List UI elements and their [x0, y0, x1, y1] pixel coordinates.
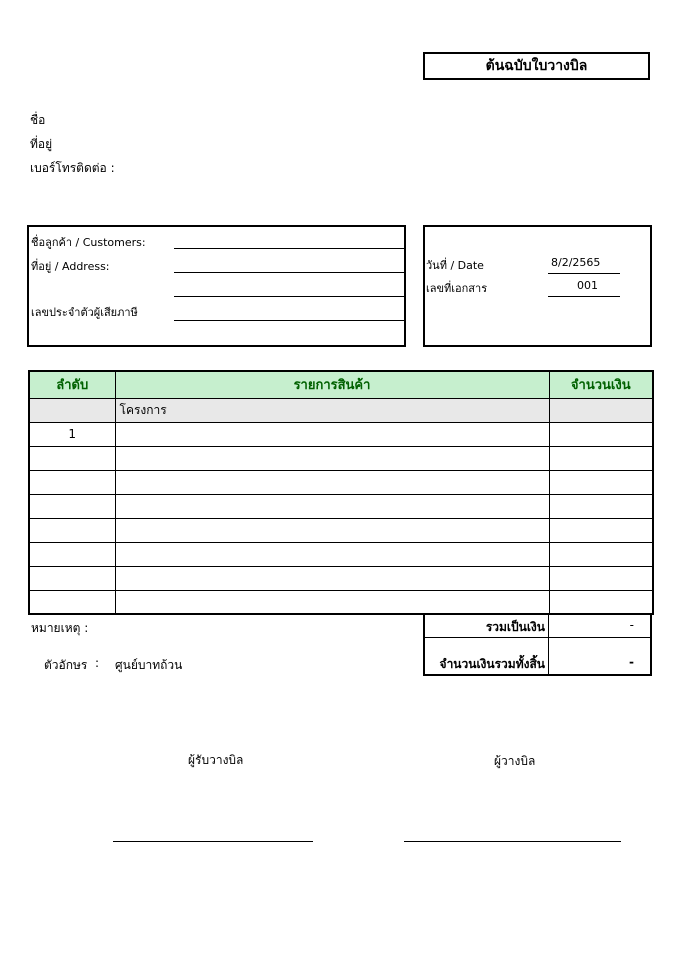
seller-address-label: ที่อยู่: [30, 137, 53, 151]
summary-divider-horizontal: [423, 637, 652, 638]
row-amount-cell: [549, 470, 653, 494]
row-item-cell: [115, 494, 549, 518]
row-no-cell: 1: [29, 422, 115, 446]
table-row: [29, 590, 653, 614]
customer-address-line-2: [174, 296, 405, 297]
seller-name-label: ชื่อ: [30, 113, 46, 127]
items-header-row: [29, 371, 653, 398]
row-amount-cell: [549, 422, 653, 446]
row-item-cell: [115, 470, 549, 494]
note-label: หมายเหตุ :: [31, 621, 89, 635]
row-item-cell: [115, 542, 549, 566]
table-row: [29, 422, 653, 446]
table-row: [29, 494, 653, 518]
row-no-cell: [29, 446, 115, 470]
amount-in-words-value: ศูนย์บาทถ้วน: [115, 658, 183, 672]
summary-divider-vertical: [548, 613, 549, 675]
customer-name-line: [174, 248, 405, 249]
customer-taxid-label: เลขประจำตัวผู้เสียภาษี: [31, 306, 138, 319]
row-item-cell: [115, 518, 549, 542]
docno-label: เลขที่เอกสาร: [426, 282, 488, 295]
column-header-item: รายการสินค้า: [115, 371, 549, 398]
amount-in-words-label: ตัวอักษร: [44, 658, 88, 672]
receiver-signature-line: [113, 841, 313, 842]
table-row: [29, 398, 653, 422]
document-title: ต้นฉบับใบวางบิล: [423, 52, 650, 80]
row-amount-cell: [549, 446, 653, 470]
customer-name-label: ชื่อลูกค้า / Customers:: [31, 236, 146, 249]
row-item-cell: [115, 446, 549, 470]
items-table: [28, 370, 654, 615]
subtotal-value: -: [629, 618, 634, 632]
row-no-cell: [29, 518, 115, 542]
biller-signature-line: [404, 841, 621, 842]
row-item-cell: โครงการ: [115, 398, 549, 422]
table-row: [29, 566, 653, 590]
row-amount-cell: [549, 590, 653, 614]
row-no-cell: [29, 566, 115, 590]
subtotal-label: รวมเป็นเงิน: [485, 620, 545, 634]
row-item-cell: [115, 422, 549, 446]
row-no-cell: [29, 494, 115, 518]
row-amount-cell: [549, 542, 653, 566]
table-row: [29, 542, 653, 566]
column-header-amount: จำนวนเงิน: [549, 371, 653, 398]
row-no-cell: [29, 470, 115, 494]
date-label: วันที่ / Date: [426, 259, 484, 272]
table-row: [29, 446, 653, 470]
row-amount-cell: [549, 566, 653, 590]
row-no-cell: [29, 542, 115, 566]
customer-taxid-line: [174, 320, 405, 321]
date-line: [548, 273, 620, 274]
row-no-cell: [29, 590, 115, 614]
table-row: [29, 470, 653, 494]
total-label: จำนวนเงินรวมทั้งสิ้น: [439, 657, 545, 671]
receiver-signature-label: ผู้รับวางบิล: [188, 753, 244, 767]
row-item-cell: [115, 590, 549, 614]
row-amount-cell: [549, 494, 653, 518]
biller-signature-label: ผู้วางบิล: [494, 754, 536, 768]
row-amount-cell: [549, 518, 653, 542]
customer-address-line-1: [174, 272, 405, 273]
docno-value: 001: [577, 279, 598, 292]
row-no-cell: [29, 398, 115, 422]
customer-address-label: ที่อยู่ / Address:: [31, 260, 110, 273]
date-value: 8/2/2565: [551, 256, 601, 269]
row-amount-cell: [549, 398, 653, 422]
row-item-cell: [115, 566, 549, 590]
total-value: -: [629, 655, 634, 669]
seller-phone-label: เบอร์โทรติดต่อ :: [30, 161, 115, 175]
column-header-no: ลำดับ: [29, 371, 115, 398]
docno-line: [548, 296, 620, 297]
amount-in-words-colon: :: [95, 656, 100, 670]
table-row: [29, 518, 653, 542]
